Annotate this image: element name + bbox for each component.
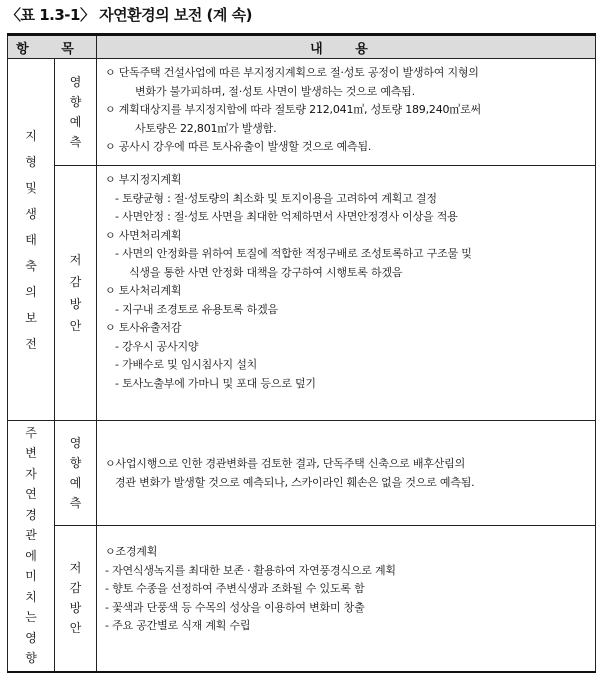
content-line: - 향토 수종을 선정하여 주변식생과 조화될 수 있도록 함 <box>105 582 365 595</box>
content-line: ㅇ사업시행으로 인한 경관변화를 검토한 결과, 단독주택 신축으로 배후산림의 <box>105 457 466 470</box>
subcategory-label: 영향예측 <box>69 436 82 510</box>
content-line: - 강우시 공사지양 <box>115 339 199 353</box>
header-item: 항 목 <box>8 35 97 59</box>
subcategory-cell <box>55 421 97 526</box>
category-label: 주변자연경관에미치는영향 <box>25 425 37 666</box>
table-title: 〈표 1.3-1〉 자연환경의 보전 (계 속) <box>6 6 252 24</box>
content-cell <box>97 166 596 421</box>
header-row <box>8 35 596 59</box>
content-line: ㅇ 토사처리계획 <box>105 284 182 297</box>
table-row <box>8 59 596 166</box>
subcategory-label: 영향예측 <box>69 75 82 149</box>
content-line: - 사면의 안정화를 위하여 토질에 적합한 적정구배로 조성토록하고 구조물 및 <box>115 247 472 260</box>
content-line: - 토량균형 : 절·성토량의 최소화 및 토지이용을 고려하여 계획고 결정 <box>115 191 437 205</box>
environment-table <box>7 33 596 673</box>
content-line: - 꽃색과 단풍색 등 수목의 성상을 이용하여 변화미 창출 <box>105 600 365 614</box>
subcategory-label: 저감방안 <box>69 561 82 636</box>
content-line: 변화가 불가피하며, 절·성토 사면이 발생하는 것으로 예측됨. <box>135 84 415 98</box>
content-cell <box>97 59 596 166</box>
table-row <box>8 166 596 421</box>
content-line: ㅇ 공사시 강우에 따른 토사유출이 발생할 것으로 예측됨. <box>105 140 372 153</box>
content-line: - 자연식생녹지를 최대한 보존 · 활용하여 자연풍경식으로 계획 <box>105 563 396 577</box>
category-label: 지형및생태축의보전 <box>25 128 37 351</box>
content-line: 식생을 통한 사면 안정화 대책을 강구하여 시행토록 하겠음 <box>129 265 403 279</box>
content-line: ㅇ 단독주택 건설사업에 따른 부지정지계획으로 절·성토 공정이 발생하여 지형의 <box>105 66 479 79</box>
subcategory-cell <box>55 526 97 672</box>
category-cell <box>8 59 55 421</box>
content-line: ㅇ조경계획 <box>105 545 158 558</box>
subcategory-label: 저감방안 <box>69 253 82 333</box>
subcategory-cell <box>55 166 97 421</box>
content-line: - 주요 공간별로 식재 계획 수립 <box>105 619 251 632</box>
subcategory-cell <box>55 59 97 166</box>
content-line: ㅇ 부지정지계획 <box>105 173 182 186</box>
category-cell <box>8 421 55 672</box>
content-cell <box>97 421 596 526</box>
content-line: ㅇ 계획대상지를 부지정지함에 따라 절토량 212,041㎥, 성토량 189,240㎥로써 <box>105 103 481 116</box>
content-line: 사토량은 22,801㎥가 발생함. <box>135 121 277 135</box>
header-content: 내 용 <box>97 35 596 59</box>
content-line: 경관 변화가 발생할 것으로 예측되나, 스카이라인 훼손은 없을 것으로 예측됨. <box>115 475 475 489</box>
content-line: - 토사노출부에 가마니 및 포대 등으로 덮기 <box>115 376 316 390</box>
content-cell <box>97 526 596 672</box>
table-row <box>8 526 596 672</box>
content-line: - 사면안정 : 절·성토 사면을 최대한 억제하면서 사면안정경사 이상을 적용 <box>115 210 458 223</box>
content-line: ㅇ 토사유출저감 <box>105 321 182 334</box>
table-row <box>8 421 596 526</box>
content-line: ㅇ 사면처리계획 <box>105 228 182 242</box>
content-line: - 가배수로 및 임시침사지 설치 <box>115 358 258 371</box>
spacer <box>105 531 589 543</box>
content-line: - 지구내 조경토로 유용토록 하겠음 <box>115 302 278 316</box>
